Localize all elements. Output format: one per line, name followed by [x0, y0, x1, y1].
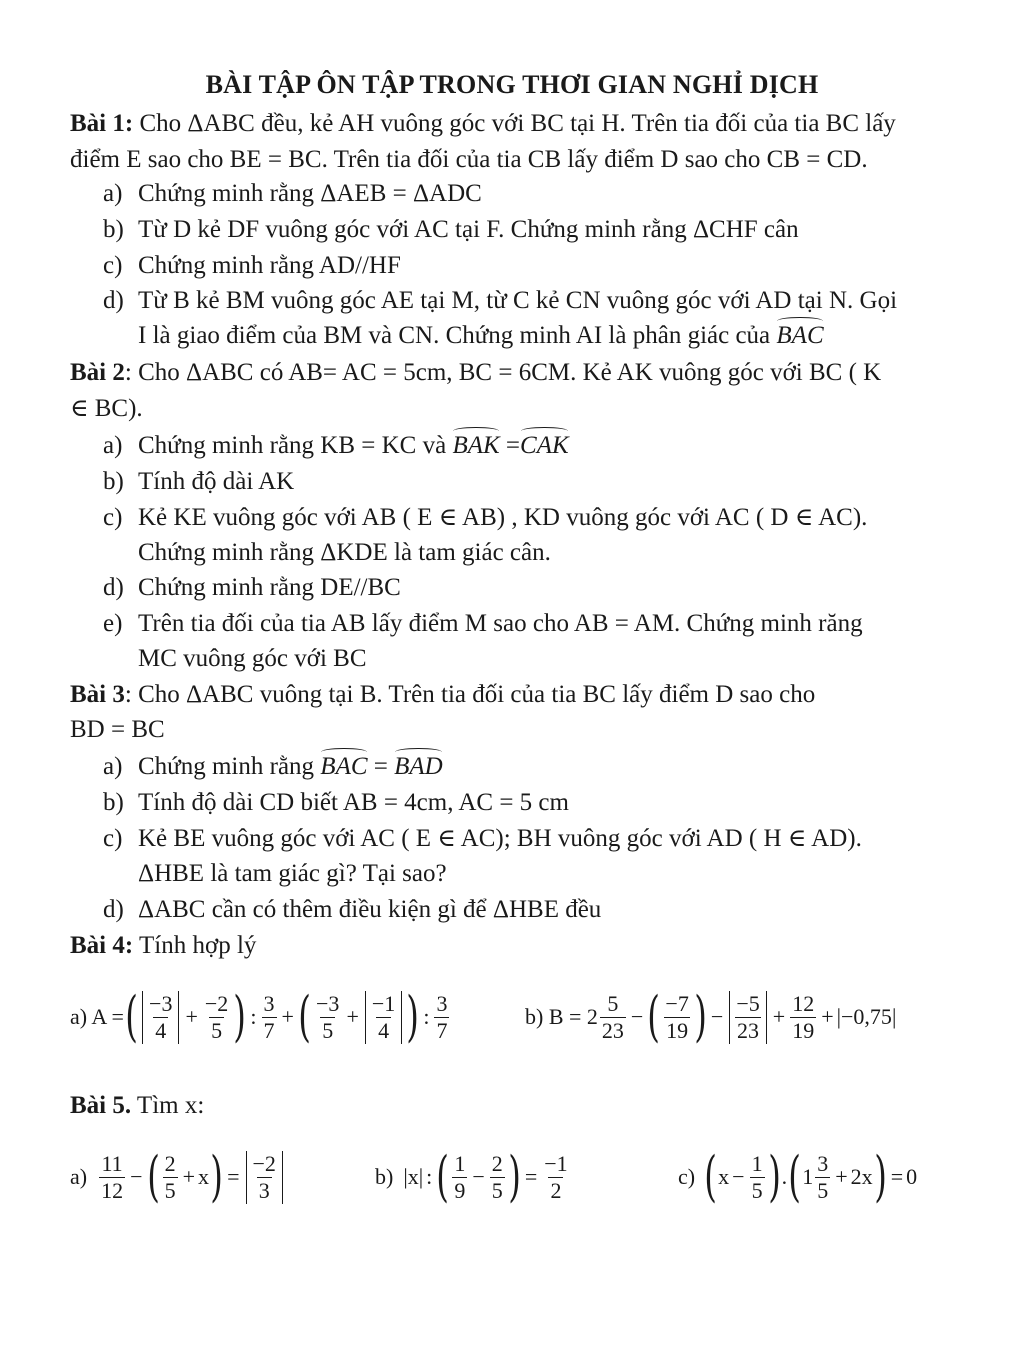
bai2-item-d: [103, 572, 401, 604]
bai1-text: Cho ΔABC đều, kẻ AH vuông góc với BC tại H. Trên tia đối của tia BC lấy: [133, 110, 896, 137]
bai3-intro-line2: BD = BC: [70, 716, 165, 743]
bai5-text: Tìm x:: [131, 1092, 205, 1119]
item-label: b): [103, 468, 124, 495]
page-title: BÀI TẬP ÔN TẬP TRONG THƠI GIAN NGHỈ DỊCH: [205, 70, 819, 99]
expr-label: b) B = 2: [525, 1004, 598, 1029]
item-label: b): [103, 216, 124, 243]
bai5-label: Bài 5.: [70, 1092, 132, 1119]
item-label: c): [103, 504, 123, 531]
angle-bak: BAK: [452, 430, 499, 462]
bai3-item-d: [103, 894, 601, 926]
bai1-item-d-cont: [138, 320, 824, 352]
bai1-intro-line1: [70, 108, 896, 140]
bai1-label: Bài 1:: [70, 110, 134, 137]
bai5-heading: [70, 1090, 204, 1122]
bai3-item-b: [103, 787, 569, 819]
bai3-intro-line1: [70, 679, 815, 711]
bai5-equation-c: c) ( x − $\frac{1}{5}$ ) . ( 1 $\frac{3}{5}$ + 2x ) = 0: [678, 1145, 918, 1208]
item-label: a): [103, 180, 123, 207]
angle-cak: CAK: [520, 430, 569, 462]
item-label: c): [103, 252, 123, 279]
bai2-intro-line2: ∈ BC).: [70, 395, 143, 422]
item-label: a): [103, 753, 123, 780]
item-label: e): [103, 610, 123, 637]
item-text: Chứng minh rằng KB = KC và: [138, 432, 453, 459]
bai4-label: Bài 4:: [70, 932, 134, 959]
bai1-item-a: [103, 178, 482, 210]
item-text: Chứng minh rằng DE//BC: [138, 574, 401, 601]
bai3-item-c-cont: ΔHBE là tam giác gì? Tại sao?: [138, 860, 447, 887]
bai2-item-e-cont: MC vuông góc với BC: [138, 645, 367, 672]
bai1-item-b: [103, 214, 799, 246]
bai5-equation-b: b) |x| : ( $\frac{1}{9}$ − $\frac{2}{5}$ ) = $\frac{-1}{2}$: [375, 1145, 568, 1208]
item-label: d): [103, 896, 124, 923]
item-text: Chứng minh rằng AD//HF: [138, 252, 401, 279]
bai2-item-a: [103, 430, 569, 462]
item-text: ΔABC cần có thêm điều kiện gì để ΔHBE đều: [138, 896, 602, 923]
equals-sign: =: [499, 432, 521, 459]
abs-value: −0,75: [841, 1004, 892, 1029]
eq-label: a): [70, 1164, 88, 1189]
bai2-text: : Cho ΔABC có AB= AC = 5cm, BC = 6CM. Kẻ AK vuông góc với BC ( K: [124, 359, 882, 386]
eq-label: c): [678, 1164, 696, 1189]
item-text: Trên tia đối của tia AB lấy điểm M sao cho AB = AM. Chứng minh răng: [138, 610, 863, 637]
item-text: Kẻ KE vuông góc với AB ( E ∈ AB) , KD vuông góc với AC ( D ∈ AC).: [138, 504, 868, 531]
bai5-equation-a: a) $\frac{11}{12}$ − ( $\frac{2}{5}$ + x ) = $\frac{-2}{3}$: [70, 1150, 286, 1204]
bai4-text: Tính hợp lý: [133, 932, 257, 959]
bai2-item-b: [103, 466, 294, 498]
bai3-item-a: [103, 751, 443, 783]
item-label: c): [103, 825, 123, 852]
item-text: Chứng minh rằng: [138, 753, 321, 780]
angle-bac: BAC: [320, 751, 367, 783]
bai3-label: Bài 3: [70, 681, 125, 708]
item-text: Tính độ dài AK: [138, 468, 295, 495]
item-label: a): [103, 432, 123, 459]
item-text: Từ B kẻ BM vuông góc AE tại M, từ C kẻ CN vuông góc với AD tại N. Gọi: [138, 287, 898, 314]
item-text: Chứng minh rằng ΔAEB = ΔADC: [138, 180, 482, 207]
angle-bac: BAC: [776, 320, 823, 352]
bai1-item-d: [103, 285, 897, 317]
bai1-intro-line2: điểm E sao cho BE = BC. Trên tia đối của tia CB lấy điểm D sao cho CB = CD.: [70, 146, 868, 173]
item-text: Từ D kẻ DF vuông góc với AC tại F. Chứng minh rằng ΔCHF cân: [138, 216, 799, 243]
bai2-label: Bài 2: [70, 359, 125, 386]
item-text: I là giao điểm của BM và CN. Chứng minh AI là phân giác của: [138, 322, 777, 349]
item-label: b): [103, 789, 124, 816]
item-text: Tính độ dài CD biết AB = 4cm, AC = 5 cm: [138, 789, 569, 816]
equals-sign: =: [367, 753, 395, 780]
expr-label: a) A =: [70, 1004, 124, 1029]
item-label: d): [103, 574, 124, 601]
angle-bad: BAD: [394, 751, 443, 783]
bai1-item-c: [103, 250, 401, 282]
bai3-item-c: [103, 823, 862, 855]
bai2-item-e: [103, 608, 863, 640]
eq-label: b): [375, 1164, 394, 1189]
bai2-item-c-cont: Chứng minh rằng ΔKDE là tam giác cân.: [138, 539, 551, 566]
bai4-expression-a: a) A = ( $\frac{-3}{4}$ + $\frac{-2}{5}$ ) : $\frac{3}{7}$ + ( $\frac{-3}{5}$ + $\frac{-1}{4}$ ) : $\frac{3}{7}$: [70, 985, 448, 1048]
item-text: Kẻ BE vuông góc với AC ( E ∈ AC); BH vuông góc với AD ( H ∈ AD).: [138, 825, 862, 852]
bai4-expression-b: b) B = 2 $\frac{5}{23}$ − ( $\frac{-7}{19}$ ) − $\frac{-5}{23}$ + $\frac{12}{19}$ + | −0,75 |: [525, 985, 897, 1048]
bai4-heading: [70, 930, 256, 962]
bai3-text: : Cho ΔABC vuông tại B. Trên tia đối của tia BC lấy điểm D sao cho: [124, 681, 816, 708]
bai2-item-c: [103, 502, 867, 534]
item-label: d): [103, 287, 124, 314]
bai2-intro-line1: [70, 357, 881, 389]
